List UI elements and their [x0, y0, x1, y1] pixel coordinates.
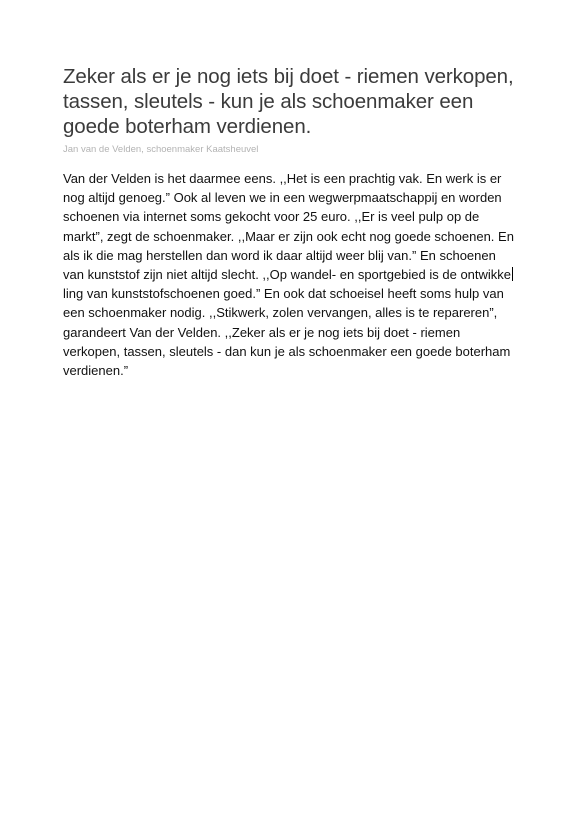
- article-content: [63, 64, 515, 380]
- article-headline: Zeker als er je nog iets bij doet - riemen verkopen, tassen, sleutels - kun je als schoenmaker een goede boterham verdienen.: [63, 65, 514, 138]
- body-text-after-cursor: ling van kunststofschoenen goed.” En ook dat schoeisel heeft soms hulp van een schoenmaker nodig. ,,Stikwerk, zolen vervangen, alles is te repareren”, garandeert Van der Velden. ,,Zeker als er je nog iets bij doet - riemen verkopen, tassen, sleutels - dan kun je als schoenmaker een goede boterham verdienen.”: [63, 286, 511, 379]
- article-byline: Jan van de Velden, schoenmaker Kaatsheuvel: [63, 144, 259, 155]
- text-cursor: [512, 267, 513, 281]
- article-body[interactable]: [63, 169, 515, 380]
- body-text-before-cursor: Van der Velden is het daarmee eens. ,,Het is een prachtig vak. En werk is er nog altijd genoeg.” Ook al leven we in een wegwerpmaatschappij en worden schoenen via internet soms gekocht voor 25 euro. ,,Er is veel pulp op de markt”, zegt de schoenmaker. ,,Maar er zijn ook echt nog goede schoenen. En als ik die mag herstellen dan word ik daar altijd weer blij van.” En schoenen van kunststof zijn niet altijd slecht. ,,Op wandel- en sportgebied is de ontwikke: [63, 171, 514, 283]
